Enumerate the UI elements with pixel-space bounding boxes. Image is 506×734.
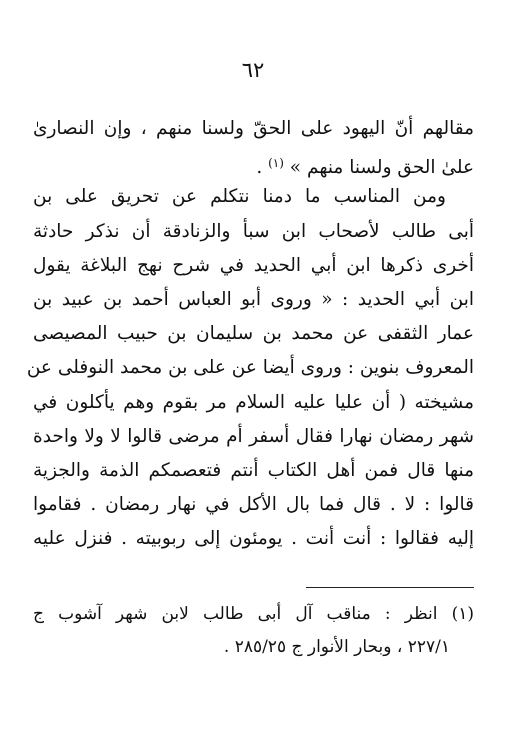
- footnote-divider: [306, 587, 474, 588]
- text-line-1: مقالهم أنّ اليهود على الحقّ ولسنا منهم ، وإن النصارىٰ: [33, 118, 474, 139]
- footnote-reference: (١): [268, 156, 284, 171]
- footnotes: [33, 598, 474, 664]
- text-line-11: منها قال فمن أهل الكتاب أنتم فتعصمكم الذمة والجزية: [33, 459, 474, 481]
- footnote-line-2: ٢٢٧/١ ، وبحار الأنوار ج ٢٨٥/٢٥ .: [223, 637, 450, 657]
- text-line-6: ابن أبي الحديد : « وروى أبو العباس أحمد بن عبيد بن: [33, 288, 474, 310]
- text-line-3: ومن المناسب ما دمنا نتكلم عن تحريق على بن: [33, 186, 446, 208]
- text-line-9: مشيخته ( أن عليا عليه السلام مر بقوم وهم يأكلون في: [33, 391, 474, 413]
- footnote-line-1: (١) انظر : مناقب آل أبى طالب لابن شهر آشوب ج: [33, 604, 474, 624]
- text-line-7: عمار الثقفى عن محمد بن سليمان بن حبيب المصيصى: [33, 323, 474, 345]
- text-line-4: أبى طالب لأصحاب ابن سبأ والزنادقة أن نذكر حادثة: [33, 220, 474, 242]
- body-text: [26, 112, 474, 556]
- text-line-2: [33, 146, 474, 180]
- text-line-2-main: علىٰ الحق ولسنا منهم »: [283, 157, 474, 179]
- text-line-2-tail: .: [256, 157, 269, 179]
- text-line-5: أخرى ذكرها ابن أبي الحديد في شرح نهج البلاغة يقول: [33, 254, 474, 276]
- text-line-10: شهر رمضان نهارا فقال أسفر أم مرضى قالوا لا ولا واحدة: [33, 425, 474, 447]
- text-line-13: إليه فقالوا : أنت أنت . يومئون إلى ربوبيته . فنزل عليه: [33, 528, 474, 550]
- page-number: ٦٢: [241, 58, 265, 82]
- text-line-8: المعروف بنوين : وروى أيضا عن على بن محمد النوفلى عن: [26, 357, 474, 379]
- text-line-12: قالوا : لا . قال فما بال الأكل في نهار رمضان . فقاموا: [33, 494, 474, 516]
